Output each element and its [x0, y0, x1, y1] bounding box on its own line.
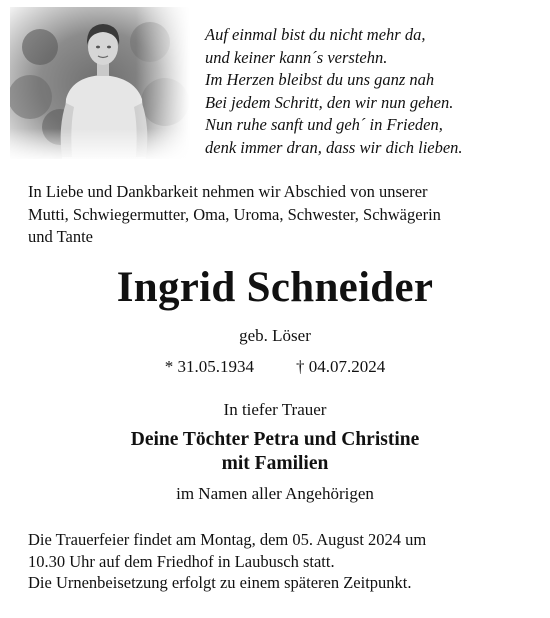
family-names [0, 428, 550, 476]
ceremony-line: Die Trauerfeier findet am Montag, dem 05. August 2024 um [28, 530, 427, 549]
life-dates [0, 356, 550, 378]
deceased-name: Ingrid Schneider [116, 264, 434, 311]
poem-line: Im Herzen bleibst du uns ganz nah [205, 70, 435, 89]
ceremony-line: Die Urnenbeisetzung erfolgt zu einem späteren Zeitpunkt. [28, 573, 412, 592]
death-date: † 04.07.2024 [296, 357, 386, 376]
poem-line: denk immer dran, dass wir dich lieben. [205, 137, 463, 157]
maiden-name: geb. Löser [239, 326, 311, 345]
portrait-photo [10, 7, 190, 159]
farewell-intro [28, 181, 528, 249]
portrait-photo-of-woman-icon [10, 7, 190, 159]
ceremony-line: 10.30 Uhr auf dem Friedhof in Laubusch statt. [28, 551, 335, 571]
poem-line: Nun ruhe sanft und geh´ in Frieden, [205, 115, 443, 134]
intro-line: Mutti, Schwiegermutter, Oma, Uroma, Schwester, Schwägerin [28, 204, 441, 224]
poem-line: und keiner kann´s verstehn. [205, 47, 388, 67]
poem-line: Auf einmal bist du nicht mehr da, [205, 25, 426, 44]
family-line: Deine Töchter Petra und Christine [130, 429, 420, 450]
family-line: mit Familien [221, 453, 329, 474]
ceremony-info [28, 529, 538, 594]
other-relatives: im Namen aller Angehörigen [176, 484, 374, 503]
poem-line: Bei jedem Schritt, den wir nun gehen. [205, 92, 454, 112]
intro-line: und Tante [28, 227, 93, 246]
birth-date: * 31.05.1934 [164, 357, 254, 376]
poem [205, 24, 545, 159]
mourning-intro: In tiefer Trauer [223, 400, 327, 419]
intro-line: In Liebe und Dankbarkeit nehmen wir Abschied von unserer [28, 182, 428, 201]
